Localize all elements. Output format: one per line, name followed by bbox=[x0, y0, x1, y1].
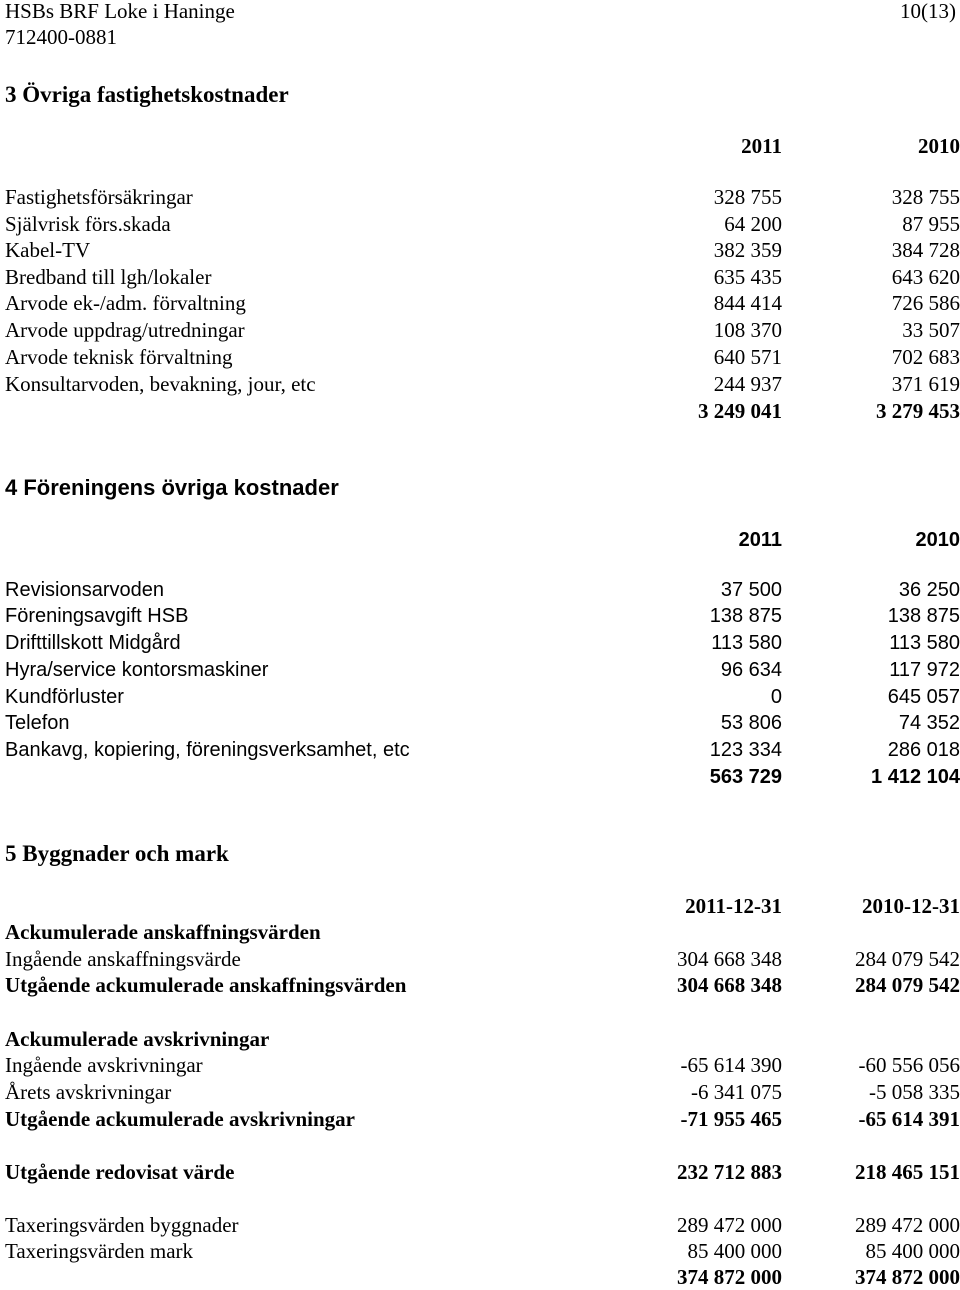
page-header bbox=[0, 0, 960, 24]
note5-col-2011: 2011-12-31 bbox=[685, 893, 782, 919]
note3-column-header bbox=[0, 133, 960, 159]
table-row: Arvode uppdrag/utredningar 108 370 33 507 bbox=[0, 317, 960, 343]
table-row: Fastighetsförsäkringar 328 755 328 755 bbox=[0, 184, 960, 210]
note4-title: 4 Föreningens övriga kostnader bbox=[5, 474, 339, 502]
acq-heading: Ackumulerade anskaffningsvärden bbox=[0, 919, 960, 945]
table-row: Arvode ek-/adm. förvaltning 844 414 726 586 bbox=[0, 290, 960, 316]
table-row: Hyra/service kontorsmaskiner 96 634 117 972 bbox=[0, 657, 960, 683]
table-row: Revisionsarvoden 37 500 36 250 bbox=[0, 577, 960, 603]
tax-total-row bbox=[0, 1264, 960, 1290]
note4-total-2011: 563 729 bbox=[710, 764, 782, 790]
table-row: Ingående avskrivningar -65 614 390 -60 556 056 bbox=[0, 1052, 960, 1078]
page-number: 10(13) bbox=[900, 0, 956, 24]
note4-total-row bbox=[0, 764, 960, 790]
table-row: Taxeringsvärden mark 85 400 000 85 400 000 bbox=[0, 1238, 960, 1264]
table-row: Bankavg, kopiering, föreningsverksamhet, etc 123 334 286 018 bbox=[0, 737, 960, 763]
tax-total-2010: 374 872 000 bbox=[855, 1264, 960, 1290]
note3-col-2011: 2011 bbox=[741, 133, 782, 159]
note3-total-row bbox=[0, 398, 960, 424]
note5-column-header bbox=[0, 893, 960, 919]
table-row: Konsultarvoden, bevakning, jour, etc 244 937 371 619 bbox=[0, 371, 960, 397]
table-row: Taxeringsvärden byggnader 289 472 000 289 472 000 bbox=[0, 1212, 960, 1238]
table-row: Årets avskrivningar -6 341 075 -5 058 335 bbox=[0, 1079, 960, 1105]
org-number-line bbox=[0, 24, 960, 50]
note5-title: 5 Byggnader och mark bbox=[5, 840, 229, 868]
note3-total-2010: 3 279 453 bbox=[876, 398, 960, 424]
note3-title: 3 Övriga fastighetskostnader bbox=[5, 81, 289, 109]
table-row: Utgående redovisat värde 232 712 883 218 465 151 bbox=[0, 1159, 960, 1185]
table-row: Utgående ackumulerade anskaffningsvärden 304 668 348 284 079 542 bbox=[0, 972, 960, 998]
tax-total-2011: 374 872 000 bbox=[677, 1264, 782, 1290]
note3-total-2011: 3 249 041 bbox=[698, 398, 782, 424]
note3-col-2010: 2010 bbox=[918, 133, 960, 159]
note4-col-2011: 2011 bbox=[739, 527, 782, 553]
org-name: HSBs BRF Loke i Haninge bbox=[5, 0, 235, 24]
table-row: Utgående ackumulerade avskrivningar -71 955 465 -65 614 391 bbox=[0, 1106, 960, 1132]
table-row: Självrisk förs.skada 64 200 87 955 bbox=[0, 211, 960, 237]
dep-heading: Ackumulerade avskrivningar bbox=[0, 1026, 960, 1052]
table-row: Bredband till lgh/lokaler 635 435 643 620 bbox=[0, 264, 960, 290]
org-number: 712400-0881 bbox=[5, 24, 117, 50]
table-row: Drifttillskott Midgård 113 580 113 580 bbox=[0, 630, 960, 656]
note4-column-header bbox=[0, 527, 960, 553]
note4-total-2010: 1 412 104 bbox=[871, 764, 960, 790]
table-row: Kabel-TV 382 359 384 728 bbox=[0, 237, 960, 263]
note4-col-2010: 2010 bbox=[916, 527, 960, 553]
table-row: Föreningsavgift HSB 138 875 138 875 bbox=[0, 603, 960, 629]
table-row: Telefon 53 806 74 352 bbox=[0, 710, 960, 736]
note5-col-2010: 2010-12-31 bbox=[862, 893, 960, 919]
table-row: Ingående anskaffningsvärde 304 668 348 284 079 542 bbox=[0, 946, 960, 972]
table-row: Arvode teknisk förvaltning 640 571 702 683 bbox=[0, 344, 960, 370]
table-row: Kundförluster 0 645 057 bbox=[0, 684, 960, 710]
